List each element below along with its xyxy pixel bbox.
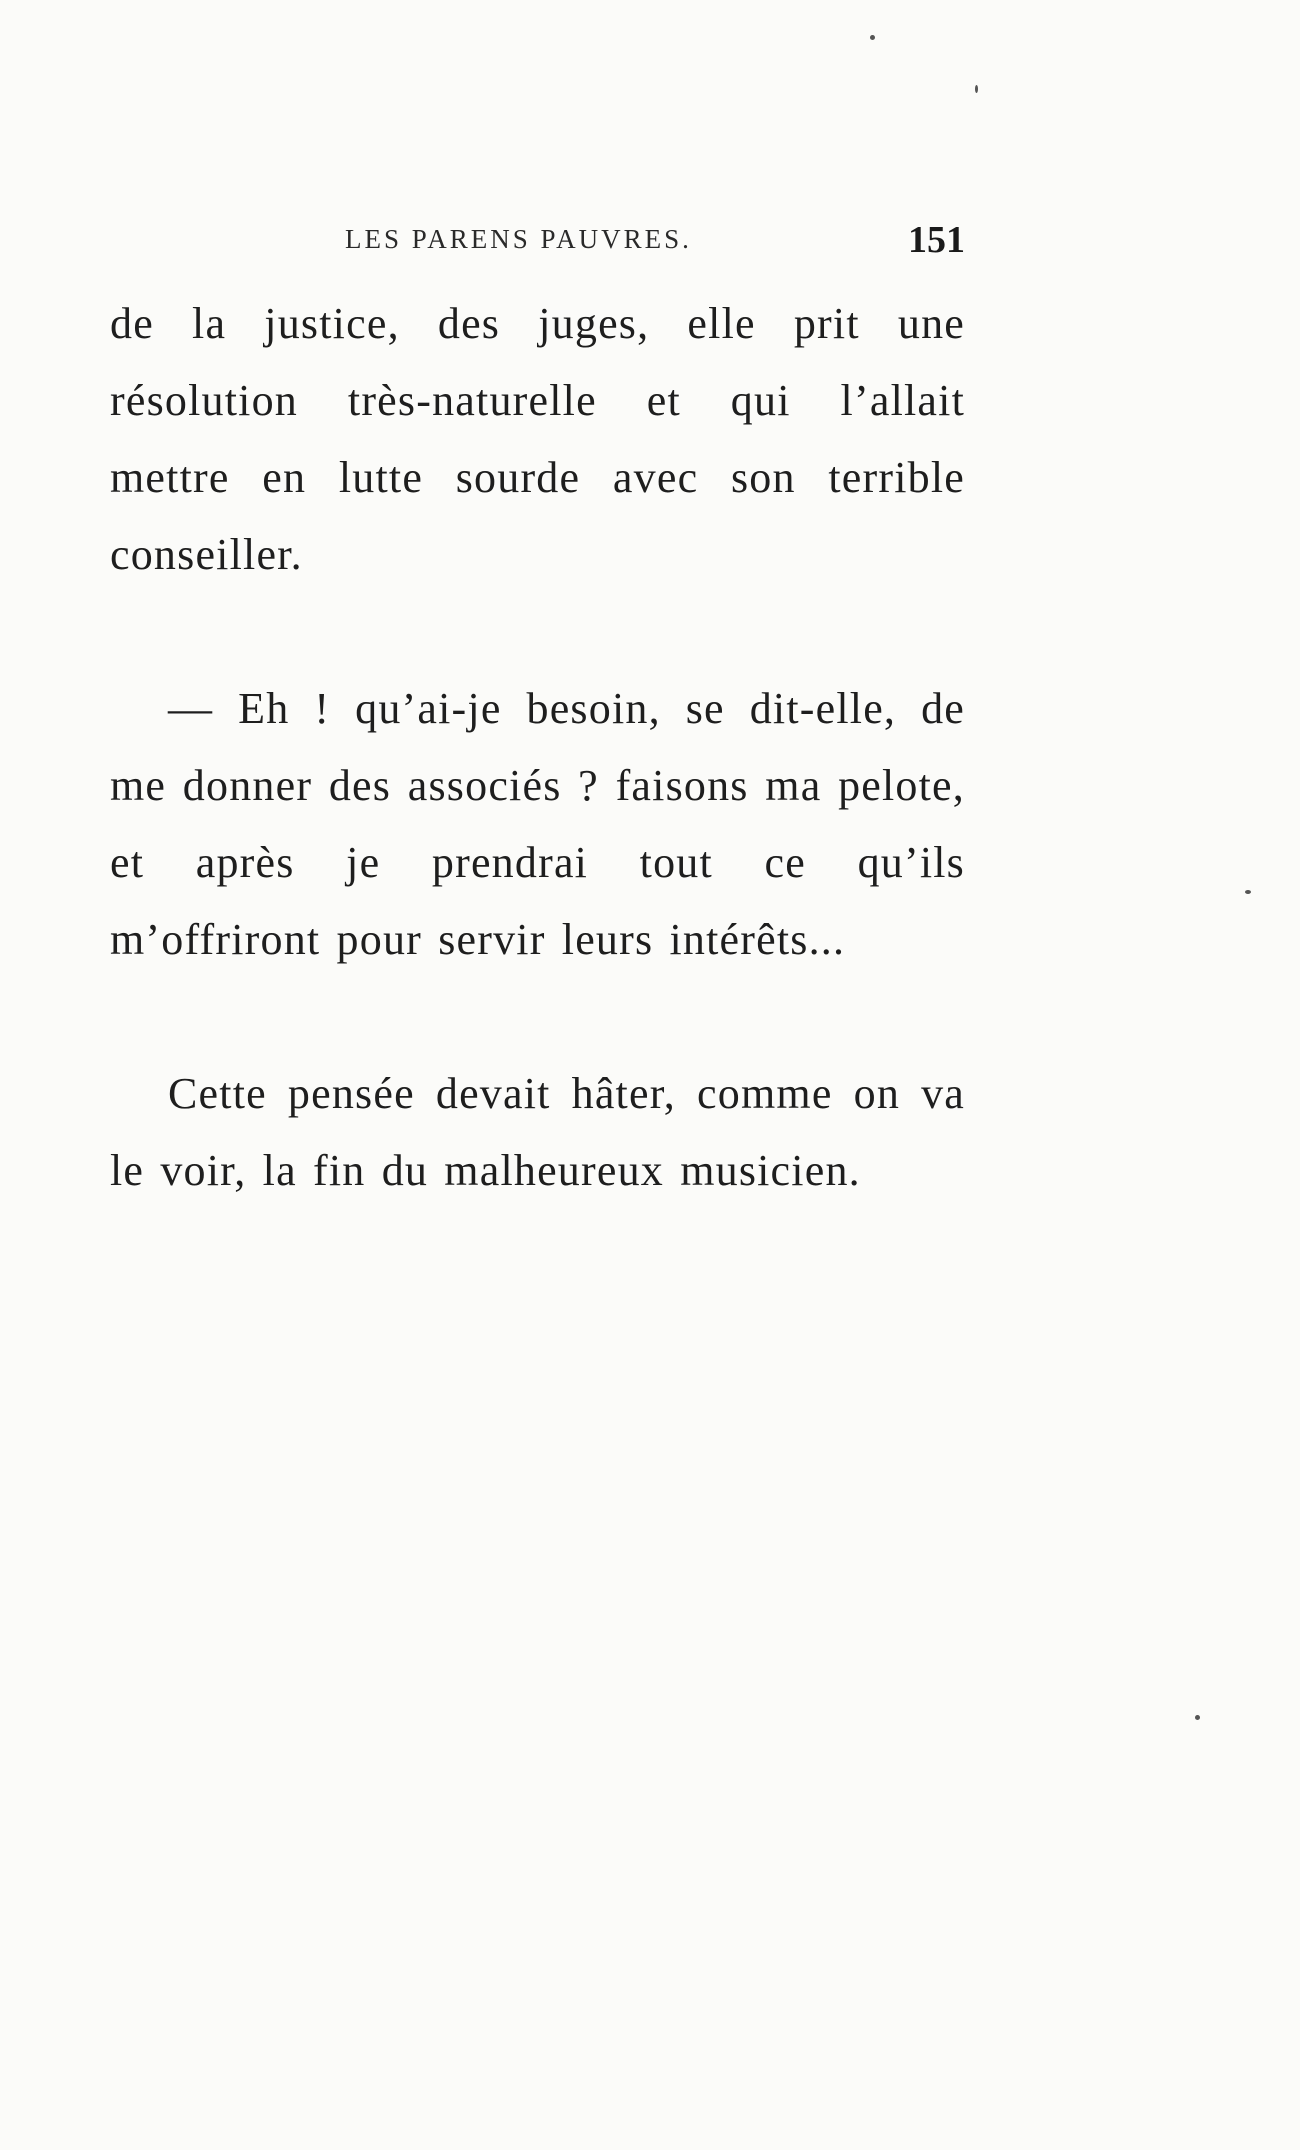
page-number: 151: [908, 219, 965, 261]
paragraph-dialogue: — Eh ! qu’ai-je besoin, se dit-elle, de me donner des associés ? faisons ma pelote, et après je prendrai tout ce qu’ils m’offriront pour servir leurs intérêts...: [110, 684, 965, 964]
body-text: [110, 285, 965, 1209]
paragraph-continuation: de la justice, des juges, elle prit une résolution très-naturelle et qui l’allait mettre en lutte sourde avec son terrible conseiller.: [110, 299, 965, 579]
running-title: LES PARENS PAUVRES.: [345, 224, 692, 254]
scan-speck: [1195, 1715, 1200, 1720]
scan-speck: [1245, 890, 1251, 894]
paragraph-closing: Cette pensée devait hâter, comme on va le voir, la fin du malheureux musicien.: [110, 1069, 965, 1195]
running-head: [110, 218, 965, 268]
scan-speck: [870, 35, 875, 40]
scan-speck: [975, 85, 978, 93]
